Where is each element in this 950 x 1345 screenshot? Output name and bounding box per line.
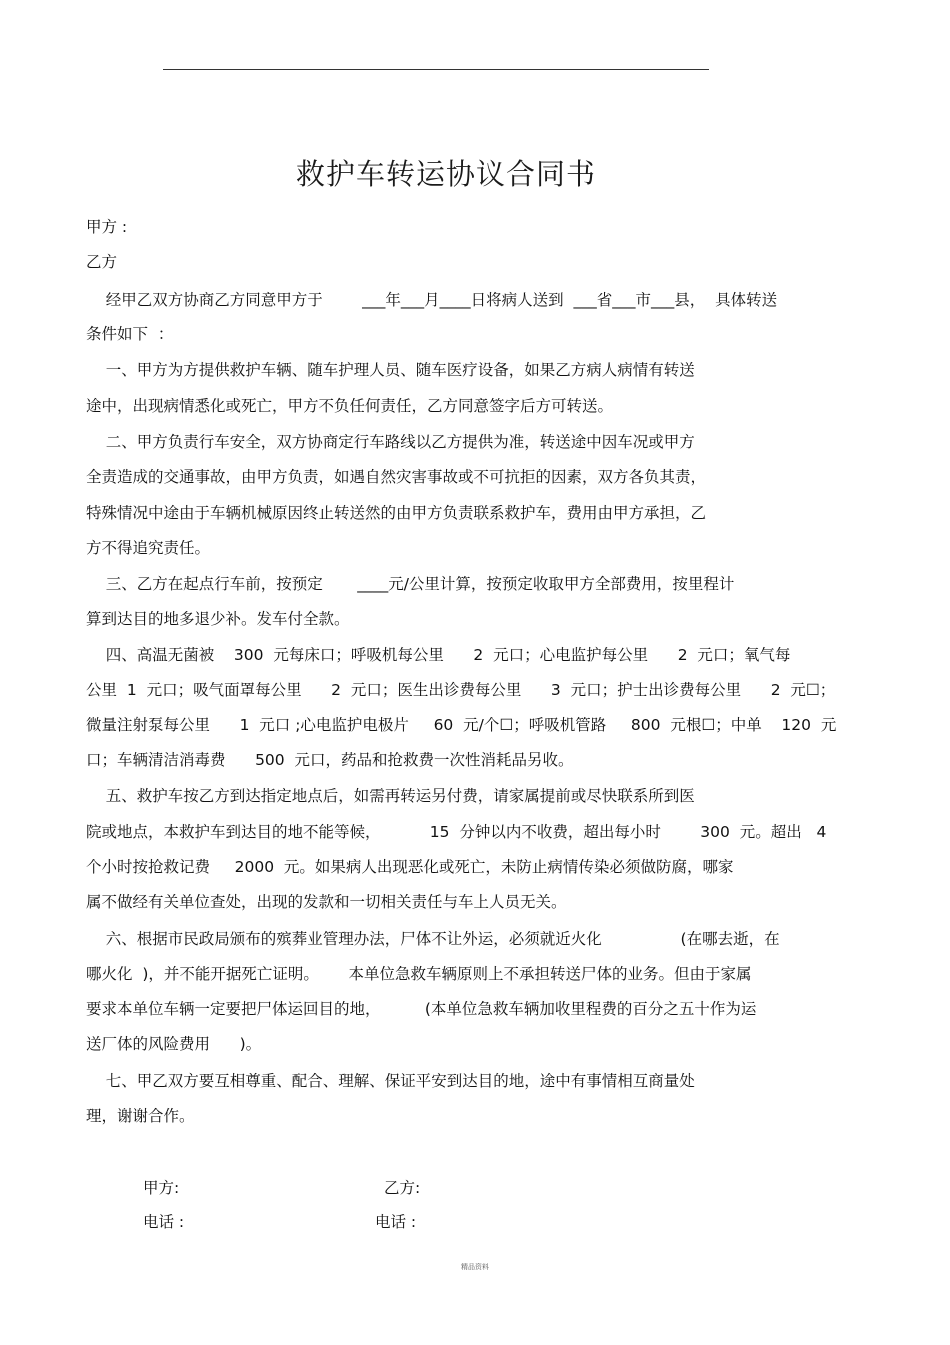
body-line: 三、乙方在起点行车前，按预定 ____元/公里计算，按预定收取甲方全部费用，按里程计 (86, 575, 735, 593)
body-line: 院或地点，本救护车到达目的地不能等候， 15 分钟以内不收费，超出每小时 300 元。超出 4 (86, 823, 827, 841)
body-line: 五、救护车按乙方到达指定地点后，如需再转运另付费，请家属提前或尽快联系所到医 (86, 787, 695, 805)
signature-party-b: 乙方: (384, 1179, 421, 1197)
body-line: 经甲乙双方协商乙方同意甲方于 ___年___月____日将病人送到 ___省___市___县， 具体转送 (86, 291, 778, 309)
body-line: 特殊情况中途由于车辆机械原因终止转送然的由甲方负责联系救护车，费用由甲方承担，乙 (86, 504, 707, 522)
body-line: 算到达目的地多退少补。发车付全款。 (86, 610, 350, 628)
phone-party-a: 电话 : (143, 1213, 185, 1231)
body-line: 要求本单位车辆一定要把尸体运回目的地， (本单位急救车辆加收里程费的百分之五十作为运 (86, 1000, 757, 1018)
body-line: 个小时按抢救记费 2000 元。如果病人出现恶化或死亡，未防止病情传染必须做防腐，哪家 (86, 858, 734, 876)
body-line: 方不得追究责任。 (86, 539, 211, 557)
body-line: 四、高温无菌被 300 元每床口；呼吸机每公里 2 元口；心电监护每公里 2 元口；氧气每 (86, 646, 791, 664)
body-line: 条件如下 ： (86, 325, 174, 343)
body-line: 哪火化 )，并不能开据死亡证明。 本单位急救车辆原则上不承担转送尸体的业务。但由于家属 (86, 965, 752, 983)
body-line: 属不做经有关单位查处，出现的发款和一切相关责任与车上人员无关。 (86, 893, 567, 911)
body-line: 一、甲方为方提供救护车辆、随车护理人员、随车医疗设备，如果乙方病人病情有转送 (86, 361, 695, 379)
body-line: 公里 1 元口；吸气面罩每公里 2 元口；医生出诊费每公里 3 元口；护士出诊费每公里 2 元☐； (86, 681, 836, 699)
signature-party-a: 甲方: (143, 1179, 180, 1197)
phone-party-b: 电话 : (375, 1213, 417, 1231)
body-line: 送厂体的风险费用 )。 (86, 1035, 262, 1053)
body-line: 微量注射泵每公里 1 元口 ;心电监护电极片 60 元/个☐；呼吸机管路 800 元根☐；中单 120 元 (86, 716, 837, 734)
document-title: 救护车转运协议合同书 (295, 157, 596, 191)
footer-mark: 精品资料 (461, 1263, 489, 1271)
body-line: 七、甲乙双方要互相尊重、配合、理解、保证平安到达目的地，途中有事情相互商量处 (86, 1072, 695, 1090)
top-rule (163, 69, 709, 70)
body-line: 口；车辆清洁消毒费 500 元口，药品和抢救费一次性消耗品另收。 (86, 751, 574, 769)
body-line: 二、甲方负责行车安全，双方协商定行车路线以乙方提供为准，转送途中因车况或甲方 (86, 433, 695, 451)
body-line: 全责造成的交通事故，由甲方负责，如遇自然灾害事故或不可抗拒的因素，双方各负其责， (86, 468, 707, 486)
party-b-label: 乙方 (86, 253, 118, 271)
party-a-label: 甲方 : (86, 218, 128, 236)
body-line: 途中，出现病情悉化或死亡，甲方不负任何责任，乙方同意签字后方可转送。 (86, 397, 614, 415)
body-line: 理，谢谢合作。 (86, 1107, 195, 1125)
body-line: 六、根据市民政局颁布的殡葬业管理办法，尸体不让外运，必须就近火化 (在哪去逝，在 (86, 930, 780, 948)
